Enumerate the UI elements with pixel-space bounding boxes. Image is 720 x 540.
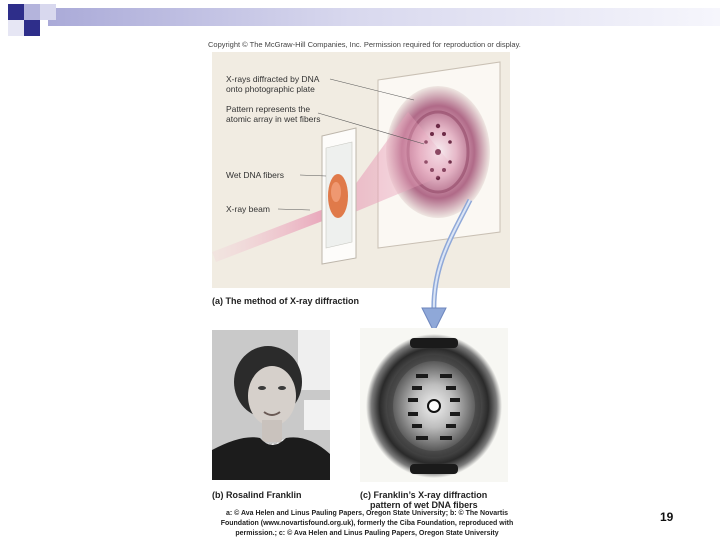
dna-xray-diffraction-photo (360, 328, 508, 482)
rosalind-franklin-photo (212, 330, 330, 480)
label-wet-dna-fibers: Wet DNA fibers (226, 170, 284, 180)
caption-a: (a) The method of X-ray diffraction (212, 296, 360, 306)
decor-square (8, 20, 24, 36)
page-number: 19 (660, 510, 674, 524)
credit-line-2: Foundation (www.novartisfound.org.uk), formerly the Ciba Foundation, reproduced with (220, 520, 514, 527)
credit-line-3: permission.; c: © Ava Helen and Linus Pauling Papers, Oregon State University (235, 530, 499, 537)
copyright-notice: Copyright © The McGraw-Hill Companies, Inc. Permission required for reproduction or display. (208, 40, 521, 49)
credit-line-1: a: © Ava Helen and Linus Pauling Papers, Oregon State University; b: © The Novartis (225, 510, 509, 517)
decor-square (40, 4, 56, 20)
caption-b: (b) Rosalind Franklin (212, 490, 302, 500)
decor-square (8, 4, 24, 20)
down-arrow-icon (412, 196, 482, 336)
caption-c-line2: pattern of wet DNA fibers (370, 500, 478, 510)
decor-square (24, 4, 40, 20)
label-xray-beam: X-ray beam (226, 204, 270, 214)
label-atomic-array: atomic array in wet fibers (226, 114, 321, 124)
header-decoration (0, 0, 720, 40)
photo-credits (212, 509, 522, 539)
label-onto-plate: onto photographic plate (226, 84, 315, 94)
label-xrays-diffracted: X-rays diffracted by DNA (226, 74, 320, 84)
caption-c-line1: (c) Franklin’s X-ray diffraction (360, 490, 488, 500)
decor-square (24, 20, 40, 36)
header-gradient-bar (48, 8, 720, 26)
label-pattern-represents: Pattern represents the (226, 104, 311, 114)
